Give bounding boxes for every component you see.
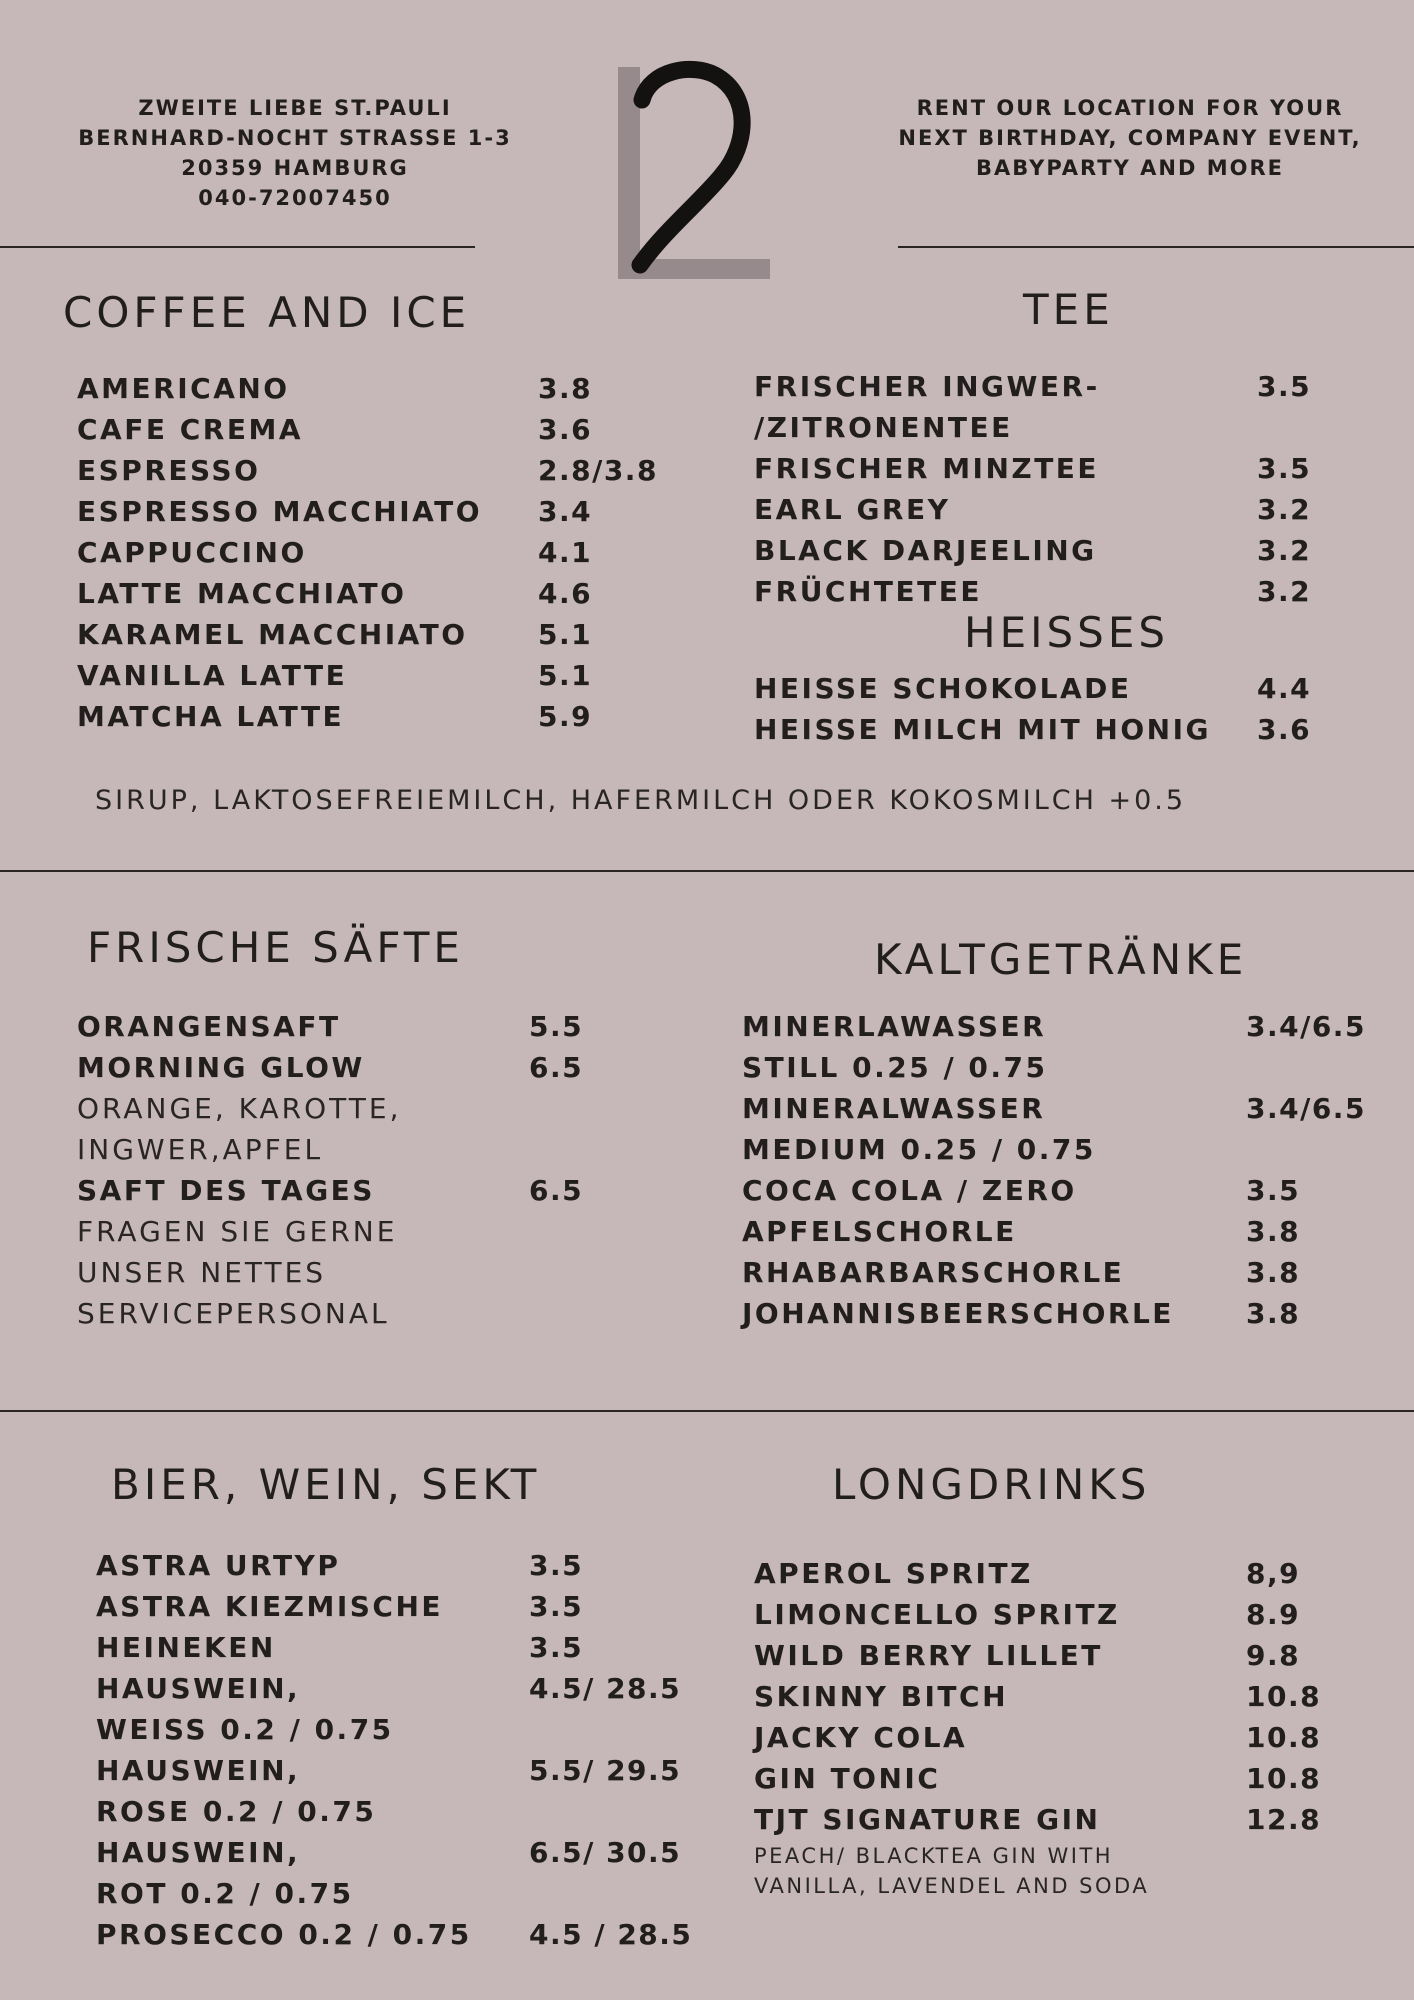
menu-item-name: HEISSE MILCH MIT HONIG [754, 713, 1211, 746]
menu-item-name: MEDIUM 0.25 / 0.75 [742, 1133, 1096, 1166]
heisses-title: HEISSES [964, 608, 1170, 657]
menu-item-name: WILD BERRY LILLET [754, 1639, 1103, 1672]
menu-item-name: MINERALWASSER [742, 1092, 1046, 1125]
menu-item-name: EARL GREY [754, 493, 951, 526]
address-line: 040-72007450 [198, 186, 392, 210]
menu-item-price: 4.1 [538, 536, 593, 569]
menu-item-name: CAPPUCCINO [77, 536, 307, 569]
menu-item-price: 3.8 [1246, 1297, 1301, 1330]
address-block [40, 93, 550, 213]
address-line: 20359 HAMBURG [181, 156, 409, 180]
menu-item-price: 3.8 [1246, 1215, 1301, 1248]
menu-item-name: UNSER NETTES [77, 1256, 327, 1289]
menu-item-price: 5.9 [538, 700, 593, 733]
menu-item-price: 5.1 [538, 618, 593, 651]
menu-item-price: 3.4/6.5 [1246, 1010, 1366, 1043]
menu-item-price: 3.6 [538, 413, 593, 446]
address-line: ZWEITE LIEBE ST.PAULI [138, 96, 452, 120]
header-divider-left [0, 246, 475, 248]
menu-item-price: 6.5/ 30.5 [529, 1836, 682, 1869]
menu-item-price: 8.9 [1246, 1598, 1301, 1631]
rent-line: BABYPARTY AND MORE [976, 156, 1284, 180]
menu-item-name: HAUSWEIN, [96, 1672, 301, 1705]
menu-item-price: 3.2 [1257, 534, 1312, 567]
extras-note: SIRUP, LAKTOSEFREIEMILCH, HAFERMILCH ODER KOKOSMILCH +0.5 [95, 785, 1187, 816]
menu-item-price: 4.5/ 28.5 [529, 1672, 682, 1705]
menu-item-name: LATTE MACCHIATO [77, 577, 407, 610]
menu-item-price: 10.8 [1246, 1762, 1322, 1795]
longdrinks-title: LONGDRINKS [832, 1460, 1151, 1509]
menu-item-name: APFELSCHORLE [742, 1215, 1017, 1248]
menu-item-price: 5.5/ 29.5 [529, 1754, 682, 1787]
menu-item-name: FRÜCHTETEE [754, 575, 982, 608]
menu-item-name: ROSE 0.2 / 0.75 [96, 1795, 377, 1828]
menu-item-name: SKINNY BITCH [754, 1680, 1009, 1713]
menu-item-name: HEINEKEN [96, 1631, 276, 1664]
menu-item-price: 3.8 [1246, 1256, 1301, 1289]
menu-item-name: KARAMEL MACCHIATO [77, 618, 468, 651]
menu-item-name: WEISS 0.2 / 0.75 [96, 1713, 394, 1746]
menu-item-price: 6.5 [529, 1174, 584, 1207]
menu-item-name: SERVICEPERSONAL [77, 1297, 390, 1330]
menu-item-price: 3.4/6.5 [1246, 1092, 1366, 1125]
menu-item-price: 3.5 [529, 1631, 584, 1664]
saefte-title: FRISCHE SÄFTE [87, 923, 464, 972]
menu-item-name: AMERICANO [77, 372, 290, 405]
coffee-title: COFFEE AND ICE [63, 288, 471, 337]
menu-item-name: RHABARBARSCHORLE [742, 1256, 1125, 1289]
menu-item-name: LIMONCELLO SPRITZ [754, 1598, 1120, 1631]
menu-item-name: HAUSWEIN, [96, 1754, 301, 1787]
longdrinks-note-line: PEACH/ BLACKTEA GIN WITH [754, 1844, 1114, 1868]
menu-item-price: 6.5 [529, 1051, 584, 1084]
menu-item-name: ASTRA KIEZMISCHE [96, 1590, 444, 1623]
menu-item-name: ORANGENSAFT [77, 1010, 341, 1043]
menu-item-name: HAUSWEIN, [96, 1836, 301, 1869]
menu-item-name: SAFT DES TAGES [77, 1174, 375, 1207]
menu-item-price: 5.1 [538, 659, 593, 692]
menu-item-price: 12.8 [1246, 1803, 1322, 1836]
menu-item-name: ESPRESSO MACCHIATO [77, 495, 483, 528]
menu-item-price: 3.2 [1257, 575, 1312, 608]
menu-item-name: HEISSE SCHOKOLADE [754, 672, 1132, 705]
menu-item-name: TJT SIGNATURE GIN [754, 1803, 1101, 1836]
menu-item-price: 3.5 [529, 1590, 584, 1623]
menu-item-price: 3.5 [1257, 370, 1312, 403]
menu-item-name: STILL 0.25 / 0.75 [742, 1051, 1048, 1084]
menu-item-name: FRAGEN SIE GERNE [77, 1215, 398, 1248]
menu-item-name: /ZITRONENTEE [754, 411, 1013, 444]
section-divider-1 [0, 870, 1414, 872]
menu-item-price: 4.6 [538, 577, 593, 610]
menu-item-name: GIN TONIC [754, 1762, 941, 1795]
menu-item-name: MINERLAWASSER [742, 1010, 1047, 1043]
menu-item-name: JOHANNISBEERSCHORLE [742, 1297, 1174, 1330]
menu-item-name: BLACK DARJEELING [754, 534, 1097, 567]
menu-item-price: 4.5 / 28.5 [529, 1918, 693, 1951]
menu-item-price: 3.5 [1257, 452, 1312, 485]
address-line: BERNHARD-NOCHT STRASSE 1-3 [78, 126, 512, 150]
menu-item-price: 10.8 [1246, 1680, 1322, 1713]
menu-item-price: 3.4 [538, 495, 593, 528]
menu-item-name: FRISCHER INGWER- [754, 370, 1100, 403]
menu-item-price: 3.8 [538, 372, 593, 405]
menu-item-name: PROSECCO 0.2 / 0.75 [96, 1918, 472, 1951]
header-divider-right [898, 246, 1414, 248]
menu-item-name: ROT 0.2 / 0.75 [96, 1877, 354, 1910]
menu-item-name: ESPRESSO [77, 454, 261, 487]
menu-item-price: 10.8 [1246, 1721, 1322, 1754]
menu-item-name: INGWER,APFEL [77, 1133, 324, 1166]
longdrinks-note-line: VANILLA, LAVENDEL AND SODA [754, 1874, 1150, 1898]
menu-item-price: 3.6 [1257, 713, 1312, 746]
menu-item-name: ORANGE, KAROTTE, [77, 1092, 402, 1125]
menu-item-name: VANILLA LATTE [77, 659, 348, 692]
menu-item-price: 8,9 [1246, 1557, 1301, 1590]
menu-item-price: 3.5 [1246, 1174, 1301, 1207]
menu-item-price: 4.4 [1257, 672, 1312, 705]
menu-item-name: FRISCHER MINZTEE [754, 452, 1100, 485]
logo-2-stroke [640, 69, 742, 265]
menu-item-price: 2.8/3.8 [538, 454, 658, 487]
tee-title: TEE [1023, 285, 1114, 334]
logo [610, 55, 770, 290]
menu-item-name: CAFE CREMA [77, 413, 303, 446]
menu-item-name: JACKY COLA [754, 1721, 968, 1754]
menu-item-name: MORNING GLOW [77, 1051, 365, 1084]
menu-item-price: 3.5 [529, 1549, 584, 1582]
menu-item-price: 9.8 [1246, 1639, 1301, 1672]
rent-line: NEXT BIRTHDAY, COMPANY EVENT, [898, 126, 1362, 150]
menu-item-price: 3.2 [1257, 493, 1312, 526]
menu-item-name: MATCHA LATTE [77, 700, 345, 733]
bier-title: BIER, WEIN, SEKT [111, 1460, 541, 1509]
menu-item-name: ASTRA URTYP [96, 1549, 341, 1582]
menu-item-name: COCA COLA / ZERO [742, 1174, 1077, 1207]
kalt-title: KALTGETRÄNKE [874, 935, 1248, 984]
section-divider-2 [0, 1410, 1414, 1412]
menu-item-price: 5.5 [529, 1010, 584, 1043]
rent-block [870, 93, 1390, 183]
menu-item-name: APEROL SPRITZ [754, 1557, 1033, 1590]
rent-line: RENT OUR LOCATION FOR YOUR [916, 96, 1344, 120]
